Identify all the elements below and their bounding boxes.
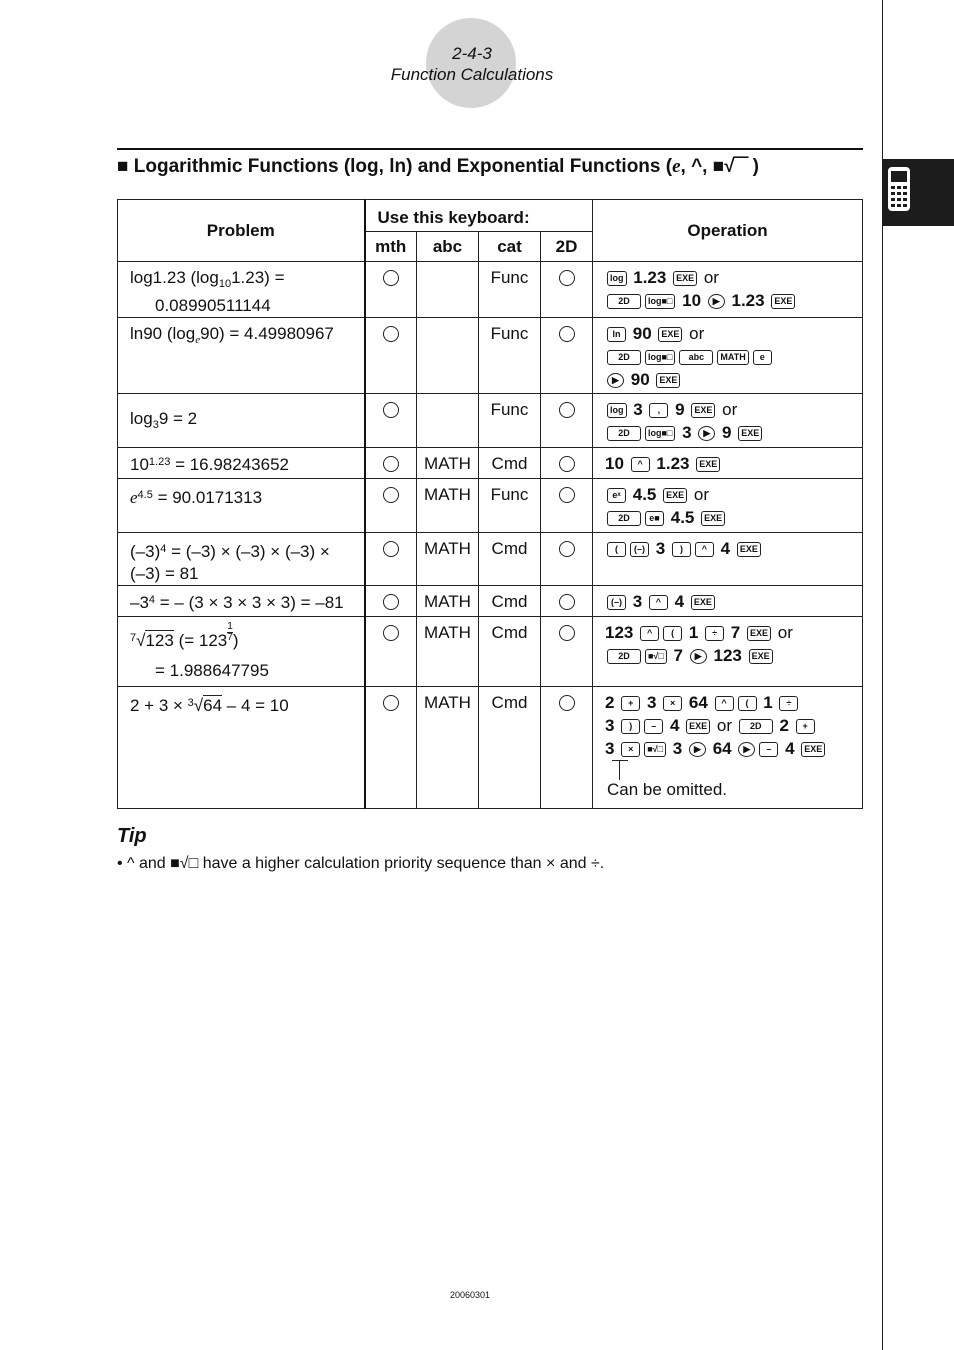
abc-cell: MATH [417,479,479,533]
keyboard-header: Use this keyboard: [365,200,593,232]
operation-cell: 2 + 3 × 64 ^ ( 1 ÷ 3 ) – 4 EXE or 2D 2 + 3 × ■√□ 3 ▶ 64 ▶ – 4 EXE Can be omitted. [593,687,863,809]
exe-key: EXE [771,294,795,309]
mth-mark [365,318,417,394]
right-key: ▶ [738,742,755,757]
2d-key: 2D [607,350,641,365]
operation-cell: (–) 3 ^ 4 EXE [593,586,863,617]
table-row [118,586,863,617]
mth-mark [365,394,417,448]
log-key: log [607,403,627,418]
power-key: ^ [715,696,734,711]
logab-key: log■□ [645,350,675,365]
divide-key: ÷ [779,696,798,711]
plus-key: + [621,696,640,711]
tip-title: Tip [117,825,147,847]
2d-mark [541,262,593,318]
right-key: ▶ [690,649,707,664]
mth-mark [365,479,417,533]
section-heading: ■ Logarithmic Functions (log, ln) and Exponential Functions (e, ^, ■√‾‾ ) [117,156,759,177]
cat-cell: Cmd [479,687,541,809]
exe-key: EXE [656,373,680,388]
mth-mark [365,586,417,617]
2d-mark [541,448,593,479]
mth-mark [365,262,417,318]
problem-cell: ln90 $(\log_e90) = 4.49980967$ [118,318,365,394]
operation-cell: 10 ^ 1.23 EXE [593,448,863,479]
problem-cell: $-3^4$ = – (3 × 3 × 3 × 3) = –81 [118,586,365,617]
abc-cell: MATH [417,448,479,479]
cat-cell: Cmd [479,586,541,617]
table-row [118,448,863,479]
rparen-key: ) [621,719,640,734]
times-key: × [663,696,682,711]
operation-cell: log 1.23 EXE or 2D log■□ 10 ▶ 1.23 EXE [593,262,863,318]
e-key: e [753,350,772,365]
operation-cell: 123 ^ ( 1 ÷ 7 EXE or 2D ■√□ 7 ▶ 123 EXE [593,617,863,687]
abc-cell [417,318,479,394]
table-row [118,617,863,687]
plus-key: + [796,719,815,734]
minus-key: – [759,742,778,757]
exe-key: EXE [696,457,720,472]
abc-cell: MATH [417,617,479,687]
cat-cell: Func [479,394,541,448]
omit-note: Can be omitted. [607,780,728,799]
cat-cell: Func [479,262,541,318]
power-key: ^ [649,595,668,610]
exe-key: EXE [737,542,761,557]
comma-key: , [649,403,668,418]
root-key: ■√□ [645,649,667,664]
problem-header: Problem [118,200,365,262]
exe-key: EXE [658,327,682,342]
table-row [118,262,863,318]
operation-cell: log 3 , 9 EXE or 2D log■□ 3 ▶ 9 EXE [593,394,863,448]
table-row [118,687,863,809]
problem-cell: log1.23 $(\log_{10}1.23)$ = 0.08990511144 [118,262,365,318]
operation-header: Operation [593,200,863,262]
logab-key: log■□ [645,294,675,309]
page-number: 2-4-3 [452,44,492,63]
problem-cell: $^7$√123 (= 123 $\frac{1}{7}$ ) = 1.988647795 [118,617,365,687]
exe-key: EXE [673,271,697,286]
2d-mark [541,586,593,617]
problem-cell: $e^{4.5} = 90.0171313$ [118,479,365,533]
problem-cell: 2 + 3 × $^3$√64 – 4 = 10 [118,687,365,809]
problem-cell: $10^{1.23} = 16.98243652$ [118,448,365,479]
abc-key: abc [679,350,713,365]
2d-key: 2D [739,719,773,734]
minus-key: – [644,719,663,734]
mth-mark [365,687,417,809]
cat-cell: Cmd [479,448,541,479]
negative-key: (–) [607,595,626,610]
problem-cell: $(-3)^4 = (-3) \times (-3) \times (-3)$ × (–3) = 81 [118,533,365,586]
2d-mark [541,533,593,586]
mth-mark [365,617,417,687]
abc-cell [417,262,479,318]
2d-mark [541,687,593,809]
section-rule [117,148,863,150]
footer-code: 20060301 [449,1290,491,1300]
2d-key: 2D [607,426,641,441]
abc-header: abc [417,232,479,262]
exe-key: EXE [738,426,762,441]
root-key: ■√□ [644,742,666,757]
table-row [118,479,863,533]
math-key: MATH [717,350,748,365]
cat-header: cat [479,232,541,262]
abc-cell: MATH [417,533,479,586]
exe-key: EXE [663,488,687,503]
divide-key: ÷ [705,626,724,641]
lparen-key: ( [607,542,626,557]
chapter-title: Function Calculations [390,65,554,84]
2d-mark [541,318,593,394]
logab-key: log■□ [645,426,675,441]
exe-key: EXE [691,595,715,610]
e-power-key: e■ [645,511,664,526]
table-row [118,533,863,586]
exe-key: EXE [701,511,725,526]
cat-cell: Cmd [479,533,541,586]
cat-cell: Cmd [479,617,541,687]
cat-cell: Func [479,479,541,533]
lparen-key: ( [663,626,682,641]
power-key: ^ [640,626,659,641]
exe-key: EXE [747,626,771,641]
2d-key: 2D [607,511,641,526]
exe-key: EXE [691,403,715,418]
mth-header: mth [365,232,417,262]
abc-cell: MATH [417,687,479,809]
cat-cell: Func [479,318,541,394]
2d-mark [541,479,593,533]
right-key: ▶ [708,294,725,309]
2d-mark [541,617,593,687]
table-row [118,318,863,394]
right-key: ▶ [698,426,715,441]
tip-text: • ^ and ■√□ have a higher calculation priority sequence than × and ÷. [117,855,605,872]
operation-cell: ln 90 EXE or 2D log■□ abc MATH e ▶ 90 EXE [593,318,863,394]
lparen-key: ( [738,696,757,711]
table-row [118,394,863,448]
ex-key: eˣ [607,488,626,503]
2d-key: 2D [607,649,641,664]
ln-key: ln [607,327,626,342]
exe-key: EXE [801,742,825,757]
mth-mark [365,448,417,479]
function-table [117,199,863,809]
right-key: ▶ [689,742,706,757]
abc-cell: MATH [417,586,479,617]
operation-cell: ( (–) 3 ) ^ 4 EXE [593,533,863,586]
problem-cell: $\log_39 = 2$ [118,394,365,448]
abc-cell [417,394,479,448]
power-key: ^ [631,457,650,472]
operation-cell: eˣ 4.5 EXE or 2D e■ 4.5 EXE [593,479,863,533]
negative-key: (–) [630,542,649,557]
times-key: × [621,742,640,757]
power-key: ^ [695,542,714,557]
calculator-icon [887,166,911,212]
exe-key: EXE [686,719,710,734]
log-key: log [607,271,627,286]
2d-mark [541,394,593,448]
right-key: ▶ [607,373,624,388]
2d-header: 2D [541,232,593,262]
exe-key: EXE [749,649,773,664]
2d-key: 2D [607,294,641,309]
mth-mark [365,533,417,586]
rparen-key: ) [672,542,691,557]
omit-pointer [619,760,621,780]
